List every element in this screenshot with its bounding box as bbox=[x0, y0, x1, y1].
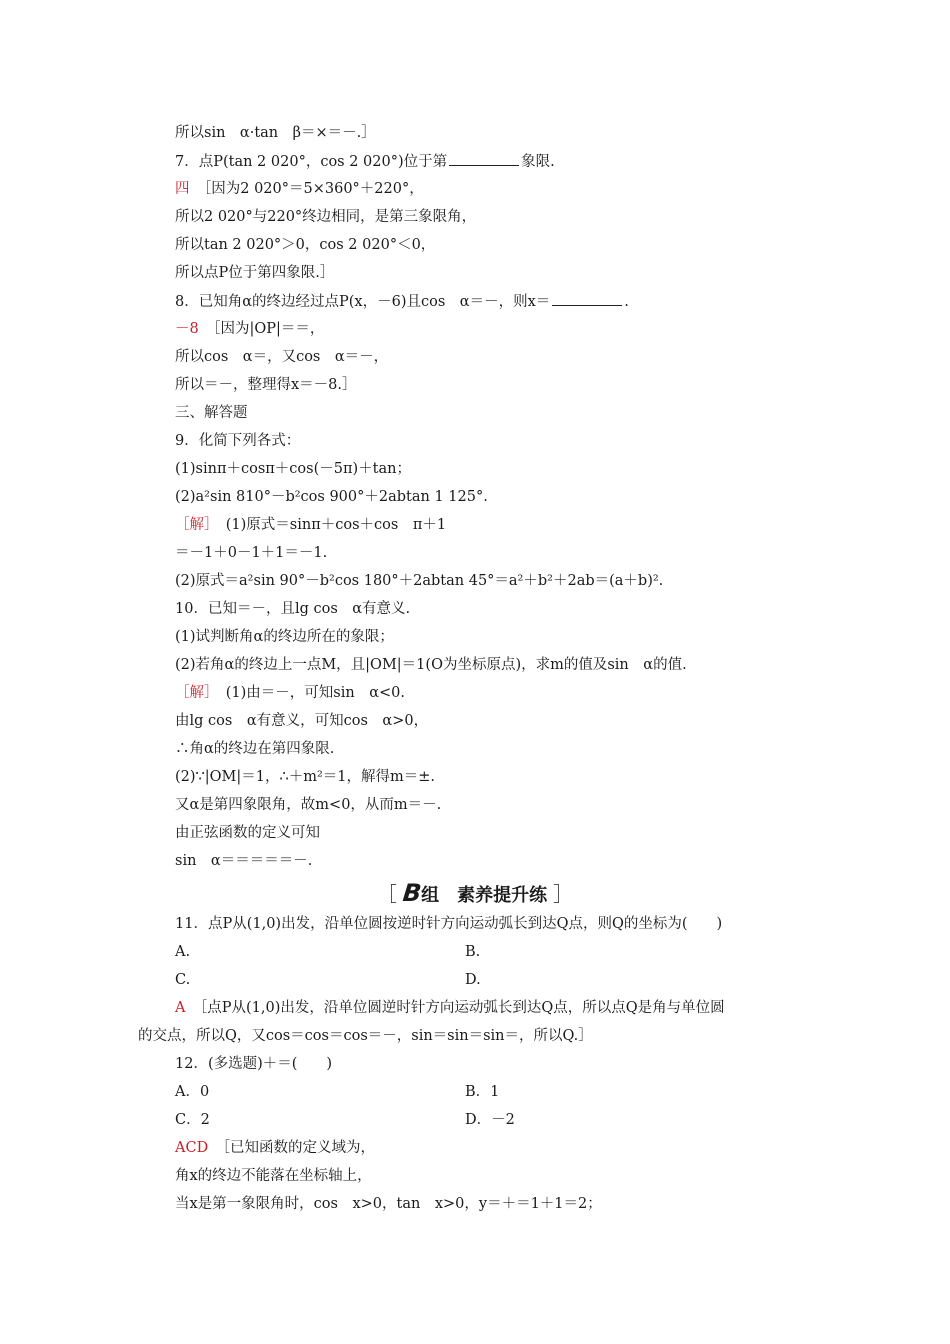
answer-10-line2 bbox=[175, 711, 428, 731]
line-l1 bbox=[175, 123, 376, 143]
text: ＝－1＋0－1＋1＝－1. bbox=[175, 545, 328, 561]
solution-label: ［解］ bbox=[175, 517, 212, 533]
text: B．1 bbox=[465, 1084, 500, 1100]
question-11 bbox=[175, 914, 722, 934]
text: 当x是第一象限角时，cos x>0，tan x>0，y＝＋＝1＋1＝2； bbox=[175, 1196, 602, 1212]
answer-10-line7 bbox=[175, 851, 312, 871]
answer-8-line3 bbox=[175, 375, 357, 395]
text: 角x的终边不能落在坐标轴上， bbox=[175, 1168, 372, 1184]
answer-9-line2 bbox=[175, 543, 327, 563]
text: ［因为|OP|＝＝， bbox=[213, 321, 325, 337]
text: 所以tan 2 020°＞0，cos 2 020°＜0， bbox=[175, 237, 436, 253]
question-10-part1 bbox=[175, 627, 394, 647]
question-9-part1 bbox=[175, 459, 411, 479]
answer-7-line2 bbox=[175, 207, 476, 227]
text: sin α＝＝＝＝＝－. bbox=[175, 853, 313, 869]
answer-10-line5 bbox=[175, 795, 441, 815]
question-7 bbox=[175, 151, 555, 172]
answer-9-line1 bbox=[175, 515, 446, 535]
option-12-b bbox=[465, 1082, 499, 1102]
text: 的交点，所以Q，又cos＝cos＝cos＝－，sin＝sin＝sin＝，所以Q.］ bbox=[138, 1028, 593, 1044]
option-12-c bbox=[175, 1110, 210, 1130]
answer-11-line2 bbox=[138, 1026, 593, 1046]
question-10-part2 bbox=[175, 655, 687, 675]
question-12 bbox=[175, 1054, 332, 1074]
answer-11-line1 bbox=[175, 998, 725, 1018]
answer-12-line2 bbox=[175, 1166, 372, 1186]
answer-7-line1 bbox=[175, 179, 424, 199]
text: C. bbox=[175, 972, 191, 988]
answer-blank bbox=[552, 291, 622, 306]
text: 10．已知＝－，且lg cos α有意义. bbox=[175, 601, 411, 617]
text: (2)a²sin 810°－b²cos 900°＋2abtan 1 125°. bbox=[175, 489, 488, 505]
text: D. bbox=[465, 972, 481, 988]
text: . bbox=[624, 294, 629, 310]
text: 7．点P(tan 2 020°，cos 2 020°)位于第 bbox=[175, 154, 448, 170]
text: 所以点P位于第四象限.］ bbox=[175, 265, 335, 281]
section-letter: B bbox=[401, 879, 423, 907]
text: (1)sinπ＋cosπ＋cos(－5π)＋tan； bbox=[175, 461, 411, 477]
answer-8-line2 bbox=[175, 347, 388, 367]
text: ［点P从(1,0)出发，沿单位圆逆时针方向运动弧长到达Q点，所以点Q是角与单位圆 bbox=[199, 1000, 725, 1016]
text: ［已知函数的定义域为， bbox=[222, 1140, 375, 1156]
text: B. bbox=[465, 944, 481, 960]
option-11-c bbox=[175, 970, 190, 990]
answer-10-line3 bbox=[175, 739, 334, 759]
text: (2)∵|OM|＝1，∴＋m²＝1，解得m＝±. bbox=[175, 769, 436, 785]
section-b-header bbox=[0, 878, 950, 907]
text: A. bbox=[175, 944, 191, 960]
answer-key: ACD bbox=[175, 1140, 209, 1156]
text: (1)试判断角α的终边所在的象限； bbox=[175, 629, 394, 645]
text: C．2 bbox=[175, 1112, 210, 1128]
question-9 bbox=[175, 431, 300, 451]
text: 9．化简下列各式： bbox=[175, 433, 301, 449]
text: 所以cos α＝，又cos α＝－， bbox=[175, 349, 389, 365]
text: 由lg cos α有意义，可知cos α>0， bbox=[175, 713, 429, 729]
bracket-right: ］ bbox=[553, 882, 574, 906]
text: 8．已知角α的终边经过点P(x，－6)且cos α＝－，则x＝ bbox=[175, 294, 551, 310]
answer-10-line4 bbox=[175, 767, 435, 787]
answer-key: 四 bbox=[175, 181, 190, 197]
text: (2)若角α的终边上一点M，且|OM|＝1(O为坐标原点)，求m的值及sin α的值. bbox=[175, 657, 687, 673]
answer-8-line1 bbox=[175, 319, 324, 339]
answer-key: A bbox=[175, 1000, 186, 1016]
text: (1)原式＝sinπ＋cos＋cos π＋1 bbox=[225, 517, 447, 533]
option-11-b bbox=[465, 942, 480, 962]
text: A．0 bbox=[175, 1084, 210, 1100]
section-title: 组 素养提升练 bbox=[421, 885, 548, 906]
text: D．－2 bbox=[465, 1112, 515, 1128]
answer-blank bbox=[449, 151, 519, 166]
text: 所以2 020°与220°终边相同，是第三象限角， bbox=[175, 209, 477, 225]
option-11-d bbox=[465, 970, 481, 990]
solution-label: ［解］ bbox=[175, 685, 212, 701]
answer-7-line3 bbox=[175, 235, 435, 255]
question-9-part2 bbox=[175, 487, 488, 507]
answer-7-line4 bbox=[175, 263, 334, 283]
text: 所以sin α·tan β＝×＝－.］ bbox=[175, 125, 376, 141]
text: 由正弦函数的定义可知 bbox=[175, 825, 320, 841]
text: 又α是第四象限角，故m<0，从而m＝－. bbox=[175, 797, 442, 813]
answer-12-line1 bbox=[175, 1138, 375, 1158]
text: 象限. bbox=[521, 154, 555, 170]
text: (1)由＝－，可知sin α<0. bbox=[225, 685, 405, 701]
answer-key: －8 bbox=[175, 321, 199, 337]
answer-10-line6 bbox=[175, 823, 320, 843]
section-heading-3 bbox=[175, 403, 248, 423]
text: 12．(多选题)＋＝( ) bbox=[175, 1056, 333, 1072]
bracket-left: ［ bbox=[376, 882, 397, 906]
answer-12-line3 bbox=[175, 1194, 602, 1214]
text: 所以＝－，整理得x＝－8.］ bbox=[175, 377, 357, 393]
option-11-a bbox=[175, 942, 190, 962]
text: 三、解答题 bbox=[175, 405, 248, 421]
text: ［因为2 020°＝5×360°＋220°， bbox=[204, 181, 424, 197]
question-10 bbox=[175, 599, 410, 619]
option-12-d bbox=[465, 1110, 515, 1130]
text: ∴角α的终边在第四象限. bbox=[175, 741, 335, 757]
option-12-a bbox=[175, 1082, 209, 1102]
text: (2)原式＝a²sin 90°－b²cos 180°＋2abtan 45°＝a²＋b²＋2ab＝(a＋b)². bbox=[175, 573, 664, 589]
answer-10-line1 bbox=[175, 683, 405, 703]
question-8 bbox=[175, 291, 629, 312]
answer-9-line3 bbox=[175, 571, 663, 591]
text: 11．点P从(1,0)出发，沿单位圆按逆时针方向运动弧长到达Q点，则Q的坐标为( ) bbox=[175, 916, 723, 932]
